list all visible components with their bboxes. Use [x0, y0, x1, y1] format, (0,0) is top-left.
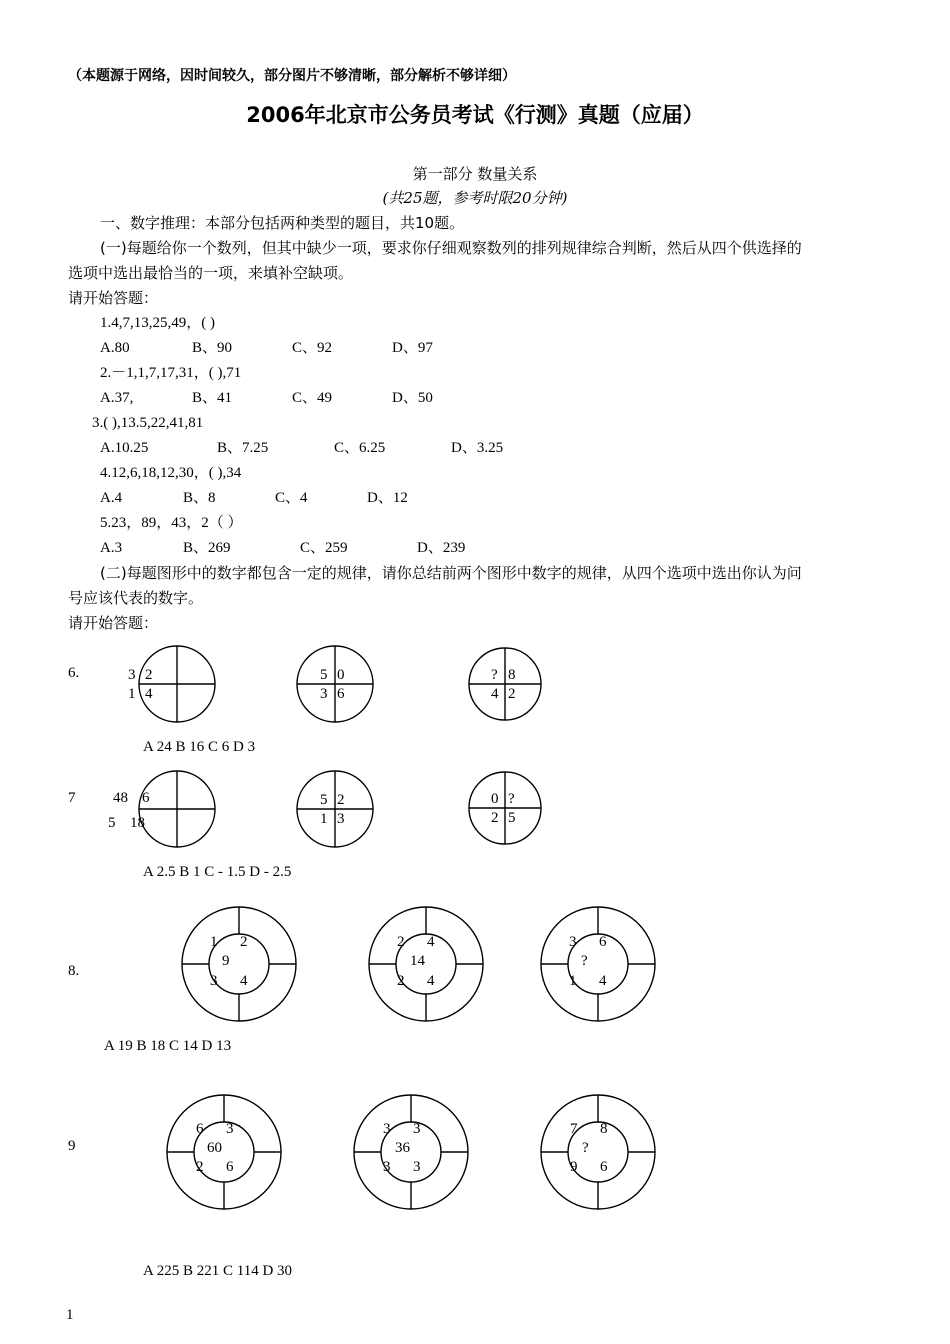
- question-3-option-d: D、3.25: [451, 440, 504, 456]
- q8-r1-tr: 2: [240, 934, 248, 950]
- type1-instruction-line1: (一)每题给你一个数列，但其中缺少一项，要求你仔细观察数列的排列规律综合判断，然后从四个供选择的: [100, 239, 802, 257]
- source-note: （本题源于网络，因时间较久，部分图片不够清晰，部分解析不够详细）: [68, 68, 516, 84]
- q8-options: A 19 B 18 C 14 D 13: [104, 1038, 232, 1054]
- q7-c1-tl: 48: [113, 790, 128, 806]
- q7-label: 7: [68, 790, 76, 806]
- q8-r1-br: 4: [240, 973, 248, 989]
- page-number: 1: [66, 1307, 74, 1323]
- q7-c2-tl: 5: [320, 792, 328, 808]
- question-3-option-a: A.10.25: [100, 440, 149, 456]
- question-2-option-b: B、41: [192, 390, 233, 406]
- q9-r1-tr: 3: [226, 1121, 234, 1137]
- q8-r2-bl: 2: [397, 973, 405, 989]
- q9-r3-center: ?: [582, 1140, 589, 1156]
- q8-r3-tl: 3: [569, 934, 577, 950]
- question-2-option-c: C、49: [292, 390, 333, 406]
- question-4-option-b: B、8: [183, 490, 216, 506]
- q9-ring-3: [541, 1095, 655, 1209]
- q8-r2-tl: 2: [397, 934, 405, 950]
- q7-c1-br: 18: [130, 815, 145, 831]
- q6-circle-1: [139, 646, 215, 722]
- q9-ring-2: [354, 1095, 468, 1209]
- type2-instruction-line1: (二)每题图形中的数字都包含一定的规律，请你总结前两个图形中数字的规律，从四个选项中选出你认为问: [100, 564, 802, 582]
- start-prompt-2: 请开始答题：: [68, 614, 159, 632]
- question-1-option-a: A.80: [100, 340, 130, 356]
- question-2-option-d: D、50: [392, 390, 433, 406]
- question-5-option-b: B、269: [183, 540, 231, 556]
- q9-ring-1: [167, 1095, 281, 1209]
- q6-circle-3: [469, 648, 541, 720]
- q9-r3-tl: 7: [570, 1121, 578, 1137]
- q8-r2-br: 4: [427, 973, 435, 989]
- q6-circle-2: [297, 646, 373, 722]
- q7-c3-tr: ?: [508, 791, 515, 807]
- q9-r3-tr: 8: [600, 1121, 608, 1137]
- question-5-option-c: C、259: [300, 540, 348, 556]
- q7-c3-br: 5: [508, 810, 516, 826]
- q9-r3-bl: 9: [570, 1159, 578, 1175]
- q8-r2-tr: 4: [427, 934, 435, 950]
- q9-r2-tl: 3: [383, 1121, 391, 1137]
- q8-r3-br: 4: [599, 973, 607, 989]
- q7-c1-bl: 5: [108, 815, 116, 831]
- q7-c3-bl: 2: [491, 810, 499, 826]
- q7-circle-3: [469, 772, 541, 844]
- q8-r3-tr: 6: [599, 934, 607, 950]
- q9-r1-center: 60: [207, 1140, 222, 1156]
- q6-c1-tr: 2: [145, 667, 153, 683]
- q6-c2-bl: 3: [320, 686, 328, 702]
- page-title: 2006年北京市公务员考试《行测》真题（应届）: [246, 103, 704, 127]
- q8-r1-center: 9: [222, 953, 230, 969]
- q6-label: 6.: [68, 665, 80, 681]
- q7-c2-br: 3: [337, 811, 345, 827]
- q8-ring-1: [182, 907, 296, 1021]
- q6-c2-tr: 0: [337, 667, 345, 683]
- q9-r1-br: 6: [226, 1159, 234, 1175]
- q8-r1-bl: 3: [210, 973, 218, 989]
- q6-c1-br: 4: [145, 686, 153, 702]
- q9-r3-br: 6: [600, 1159, 608, 1175]
- q7-c2-tr: 2: [337, 792, 345, 808]
- question-5-stem: 5.23，89，43，2（ ）: [100, 515, 243, 531]
- q6-c1-tl: 3: [128, 667, 136, 683]
- q8-label: 8.: [68, 963, 80, 979]
- q7-options: A 2.5 B 1 C - 1.5 D - 2.5: [143, 864, 292, 880]
- q8-r2-center: 14: [410, 953, 425, 969]
- question-3-stem: 3.( ),13.5,22,41,81: [92, 415, 204, 431]
- q6-c2-br: 6: [337, 686, 345, 702]
- q6-c1-bl: 1: [128, 686, 136, 702]
- question-2-stem: 2.－1,1,7,17,31，( ),71: [100, 365, 242, 381]
- q7-c2-bl: 1: [320, 811, 328, 827]
- q6-c2-tl: 5: [320, 667, 328, 683]
- question-1-stem: 1.4,7,13,25,49，( ): [100, 315, 215, 331]
- start-prompt-1: 请开始答题：: [68, 289, 159, 307]
- question-1-option-d: D、97: [392, 340, 433, 356]
- section-subtitle: (共25题，参考时限20分钟): [382, 189, 568, 207]
- q7-c1-tr: 6: [142, 790, 150, 806]
- q9-r2-br: 3: [413, 1159, 421, 1175]
- question-4-option-a: A.4: [100, 490, 123, 506]
- question-4-option-d: D、12: [367, 490, 408, 506]
- question-1-option-b: B、90: [192, 340, 233, 356]
- question-3-option-b: B、7.25: [217, 440, 269, 456]
- q9-r2-tr: 3: [413, 1121, 421, 1137]
- q9-r2-center: 36: [395, 1140, 410, 1156]
- q6-c3-bl: 4: [491, 686, 499, 702]
- question-4-option-c: C、4: [275, 490, 308, 506]
- q6-c3-tr: 8: [508, 667, 516, 683]
- q8-r3-center: ?: [581, 953, 588, 969]
- q8-ring-3: [541, 907, 655, 1021]
- q9-options: A 225 B 221 C 114 D 30: [143, 1263, 293, 1279]
- q7-c3-tl: 0: [491, 791, 499, 807]
- q6-c3-tl: ?: [491, 667, 498, 683]
- section-title: 第一部分 数量关系: [412, 165, 538, 183]
- q6-options: A 24 B 16 C 6 D 3: [143, 739, 256, 755]
- q9-r1-bl: 2: [196, 1159, 204, 1175]
- question-4-stem: 4.12,6,18,12,30，( ),34: [100, 465, 242, 481]
- q9-r1-tl: 6: [196, 1121, 204, 1137]
- q9-r2-bl: 3: [383, 1159, 391, 1175]
- question-2-option-a: A.37,: [100, 390, 134, 406]
- q7-circle-2: [297, 771, 373, 847]
- question-3-option-c: C、6.25: [334, 440, 386, 456]
- q6-c3-br: 2: [508, 686, 516, 702]
- q8-r1-tl: 1: [210, 934, 218, 950]
- type1-instruction-line2: 选项中选出最恰当的一项，来填补空缺项。: [68, 264, 354, 282]
- question-1-option-c: C、92: [292, 340, 333, 356]
- q7-circle-1: [139, 771, 215, 847]
- type2-instruction-line2: 号应该代表的数字。: [68, 589, 204, 607]
- q8-ring-2: [369, 907, 483, 1021]
- part1-intro: 一、数字推理：本部分包括两种类型的题目，共10题。: [100, 214, 465, 232]
- question-5-option-d: D、239: [417, 540, 466, 556]
- q8-r3-bl: 1: [569, 973, 577, 989]
- q9-label: 9: [68, 1138, 76, 1154]
- question-5-option-a: A.3: [100, 540, 123, 556]
